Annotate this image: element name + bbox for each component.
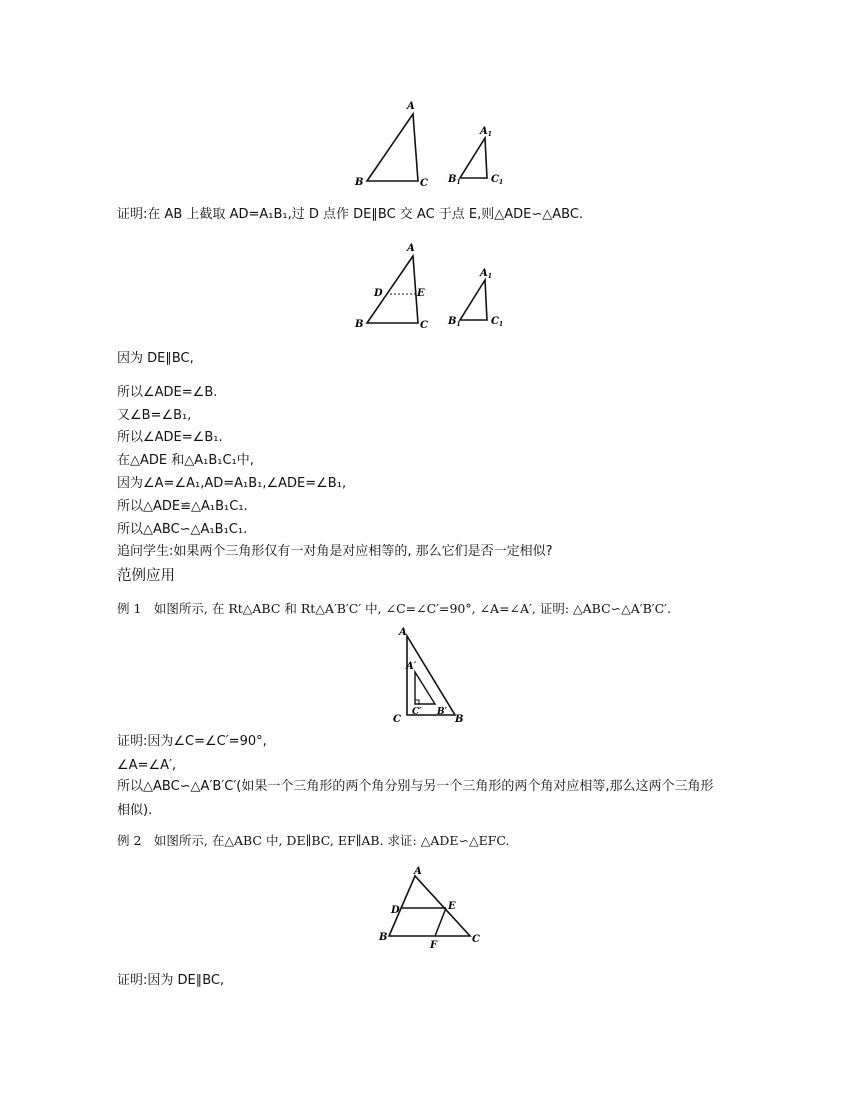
label-c: C bbox=[472, 934, 480, 945]
label-f: F bbox=[430, 940, 438, 951]
proof-line-7: 因为∠A=∠A₁,AD=A₁B₁,∠ADE=∠B₁, bbox=[117, 476, 347, 491]
label-c1: $C_1$ bbox=[491, 316, 504, 328]
proof-line-2: 因为 DE∥BC, bbox=[117, 351, 194, 366]
triangle-a1b1c1 bbox=[460, 138, 487, 178]
example-2-proof-line-1: 证明:因为 DE∥BC, bbox=[117, 973, 225, 988]
label-e: E bbox=[448, 901, 456, 912]
example-1-proof-line-3: 所以△ABC∽△A′B′C′(如果一个三角形的两个角分别与另一个三角形的两个角对应相等,那么这两个三角形 bbox=[117, 779, 714, 794]
segment-ef bbox=[435, 908, 446, 936]
label-b: B bbox=[455, 714, 464, 725]
proof-line-9: 所以△ABC∽△A₁B₁C₁. bbox=[117, 522, 248, 537]
example-1-proof-line-2: ∠A=∠A′, bbox=[117, 758, 177, 773]
example-1-proof-line-4: 相似). bbox=[117, 803, 153, 818]
triangle-abc bbox=[389, 876, 470, 936]
proof-line-3: 所以∠ADE=∠B. bbox=[117, 385, 218, 400]
label-d: D bbox=[391, 905, 400, 916]
figure-similar-triangles-1 bbox=[350, 98, 520, 190]
label-b1: $B_1$ bbox=[448, 316, 461, 328]
label-b: B bbox=[379, 932, 388, 943]
proof-line-1: 证明:在 AB 上截取 AD=A₁B₁,过 D 点作 DE∥BC 交 AC 于点 E,则△ADE∽△ABC. bbox=[117, 207, 584, 222]
label-e: E bbox=[417, 288, 425, 299]
label-a-prime: A′ bbox=[406, 661, 417, 672]
label-a: A bbox=[414, 866, 422, 877]
label-b: B bbox=[355, 319, 364, 330]
triangle-abc bbox=[407, 636, 455, 715]
label-c-prime: C′ bbox=[412, 707, 422, 717]
proof-line-5: 所以∠ADE=∠B₁. bbox=[117, 430, 223, 445]
label-a: A bbox=[407, 243, 415, 254]
follow-up-question: 追问学生:如果两个三角形仅有一对角是对应相等的, 那么它们是否一定相似? bbox=[117, 544, 553, 559]
example-1-proof-line-1: 证明:因为∠C=∠C′=90°, bbox=[117, 734, 267, 749]
label-a: A bbox=[399, 627, 407, 638]
triangle-a1b1c1 bbox=[460, 280, 487, 320]
label-c1: $C_1$ bbox=[491, 174, 504, 186]
label-a: A bbox=[407, 101, 415, 112]
label-b1: $B_1$ bbox=[448, 174, 461, 186]
label-c: C bbox=[420, 320, 428, 331]
section-heading: 范例应用 bbox=[117, 568, 175, 584]
figure-right-triangles bbox=[385, 622, 485, 726]
figure-triangle-def bbox=[375, 864, 485, 956]
proof-line-4: 又∠B=∠B₁, bbox=[117, 408, 192, 423]
proof-line-8: 所以△ADE≌△A₁B₁C₁. bbox=[117, 499, 248, 514]
label-d: D bbox=[374, 288, 383, 299]
label-b-prime: B′ bbox=[437, 707, 447, 717]
example-1-statement: 例 1 如图所示, 在 Rt△ABC 和 Rt△A′B′C′ 中, ∠C=∠C′=90°, ∠A=∠A′, 证明: △ABC∽△A′B′C′. bbox=[117, 601, 671, 616]
proof-line-6: 在△ADE 和△A₁B₁C₁中, bbox=[117, 453, 254, 468]
example-2-statement: 例 2 如图所示, 在△ABC 中, DE∥BC, EF∥AB. 求证: △ADE∽△EFC. bbox=[117, 833, 510, 848]
figure-similar-triangles-2 bbox=[350, 240, 520, 332]
label-c: C bbox=[420, 178, 428, 189]
label-b: B bbox=[355, 177, 364, 188]
triangle-abc bbox=[367, 114, 418, 181]
label-a1: $A_1$ bbox=[480, 126, 492, 138]
label-a1: $A_1$ bbox=[480, 268, 492, 280]
label-c: C bbox=[393, 714, 401, 725]
